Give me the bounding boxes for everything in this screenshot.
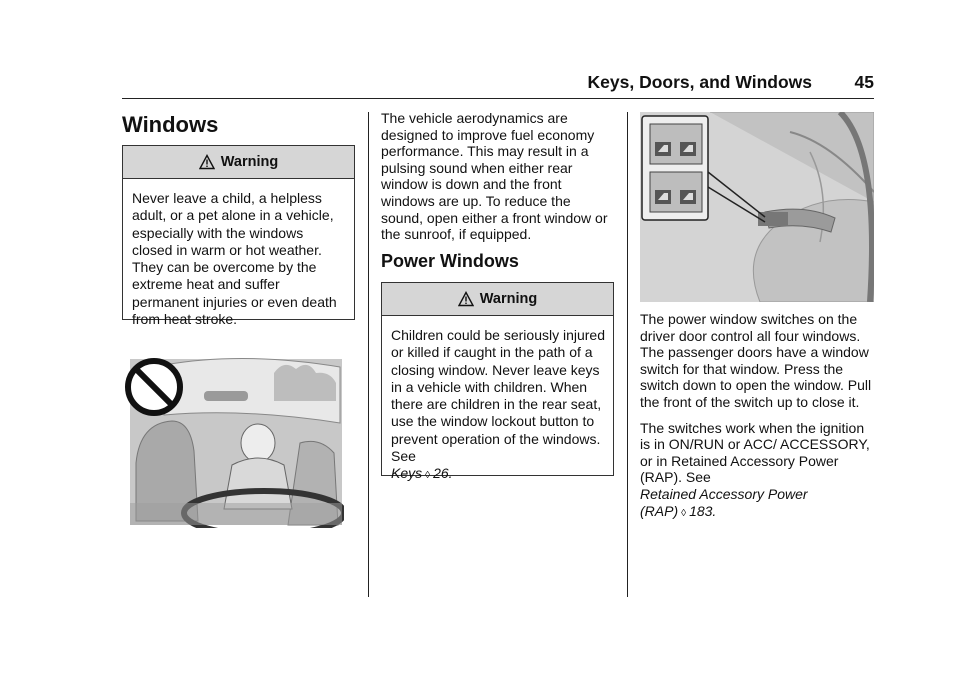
prohibition-icon (128, 361, 180, 413)
warning-triangle-icon (199, 154, 215, 170)
power-window-switches-illustration (640, 112, 874, 302)
page-header (122, 70, 874, 99)
warning-text: Never leave a child, a helpless adult, or a pet alone in a vehicle, especially with the windows closed in warm or hot weather. They can be overcome by the extreme heat and suffer permanent injuries or even death from heat stroke. (132, 190, 337, 328)
warning-box-children-pets (122, 145, 355, 328)
running-header-title: Keys, Doors, and Windows (587, 72, 812, 92)
ignition-paragraph (640, 420, 876, 523)
subsection-title: Power Windows (381, 251, 519, 271)
warning-text: Children could be seriously injured or killed if caught in the path of a closing window. Never leave keys in a vehicle with children. When there are children in the rear seat, use the window lockout button to prevent operation of the windows. See (391, 327, 606, 465)
column-divider-left (368, 112, 369, 597)
cross-reference-keys[interactable]: Keys (391, 465, 423, 482)
aerodynamics-paragraph: The vehicle aerodynamics are designed to improve fuel economy performance. This may result in a pulsing sound when either rear window is down and the front windows are up. To reduce the sound, open either a front window or the sunroof, if equipped. (381, 110, 608, 243)
page-ref-icon: ◊ (425, 470, 431, 482)
cross-reference-page[interactable]: 26. (433, 465, 453, 482)
warning-header (382, 283, 613, 316)
page-number: 45 (854, 72, 874, 92)
ignition-text: The switches work when the ignition is in ON/RUN or ACC/ ACCESSORY, or in Retained Accessory Power (RAP). See (640, 419, 870, 486)
warning-text-container (382, 316, 613, 485)
cross-reference-rap[interactable]: Retained Accessory Power (RAP) (640, 485, 808, 519)
column-divider-right (627, 112, 628, 597)
cross-reference-page[interactable]: 183. (689, 502, 717, 519)
warning-label: Warning (220, 154, 279, 170)
page-ref-icon: ◊ (681, 507, 687, 519)
warning-header (123, 146, 354, 179)
child-in-car-illustration (124, 353, 344, 528)
warning-triangle-icon (458, 291, 474, 307)
warning-box-closing-window (381, 282, 614, 482)
warning-label: Warning (479, 291, 538, 307)
right-column-text (640, 311, 876, 531)
window-switch-paragraph: The power window switches on the driver door control all four windows. The passenger doors have a window switch for that window. Press the switch down to open the window. Pull the front of the switch up to close it. (640, 311, 872, 410)
section-title: Windows (122, 112, 219, 137)
